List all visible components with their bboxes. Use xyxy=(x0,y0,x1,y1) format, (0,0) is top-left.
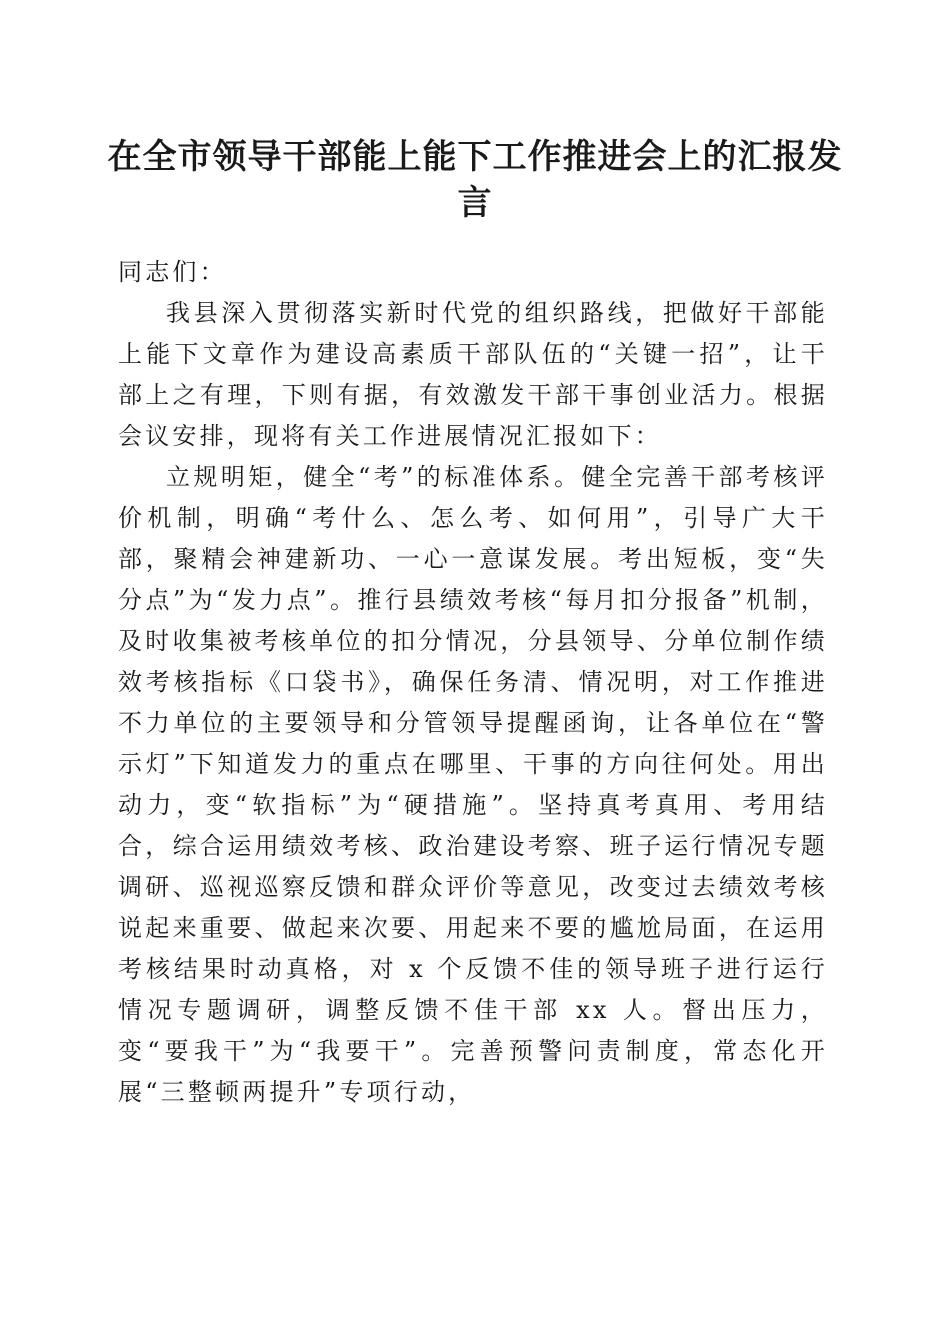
document-title: 在全市领导干部能上能下工作推进会上的汇报发言 xyxy=(107,137,843,223)
paragraph-assessment: 立规明矩，健全“考”的标准体系。健全完善干部考核评价机制，明确“考什么、怎么考、如何用”，引导广大干部，聚精会神建新功、一心一意谋发展。考出短板，变“失分点”为“发力点”。推行县绩效考核“每月扣分报备”机制，及时收集被考核单位的扣分情况，分县领导、分单位制作绩效考核指标《口袋书》，确保任务清、情况明，对工作推进不力单位的主要领导和分管领导提醒函询，让各单位在“警示灯”下知道发力的重点在哪里、干事的方向往何处。用出动力，变“软指标”为“硬措施”。坚持真考真用、考用结合，综合运用绩效考核、政治建设考察、班子运行情况专题调研、巡视巡察反馈和群众评价等意见，改变过去绩效考核说起来重要、做起来次要、用起来不要的尴尬局面，在运用考核结果时动真格，对 x 个反馈不佳的领导班子进行运行情况专题调研，调整反馈不佳干部 xx 人。督出压力，变“要我干”为“我要干”。完善预警问责制度，常态化开展“三整顿两提升”专项行动， xyxy=(118,463,828,1106)
document-body xyxy=(118,252,828,1113)
salutation: 同志们： xyxy=(118,258,227,286)
paragraph-intro: 我县深入贯彻落实新时代党的组织路线，把做好干部能上能下文章作为建设高素质干部队伍的“关键一招”，让干部上之有理，下则有据，有效激发干部干事创业活力。根据会议安排，现将有关工作进展情况汇报如下： xyxy=(118,299,828,450)
